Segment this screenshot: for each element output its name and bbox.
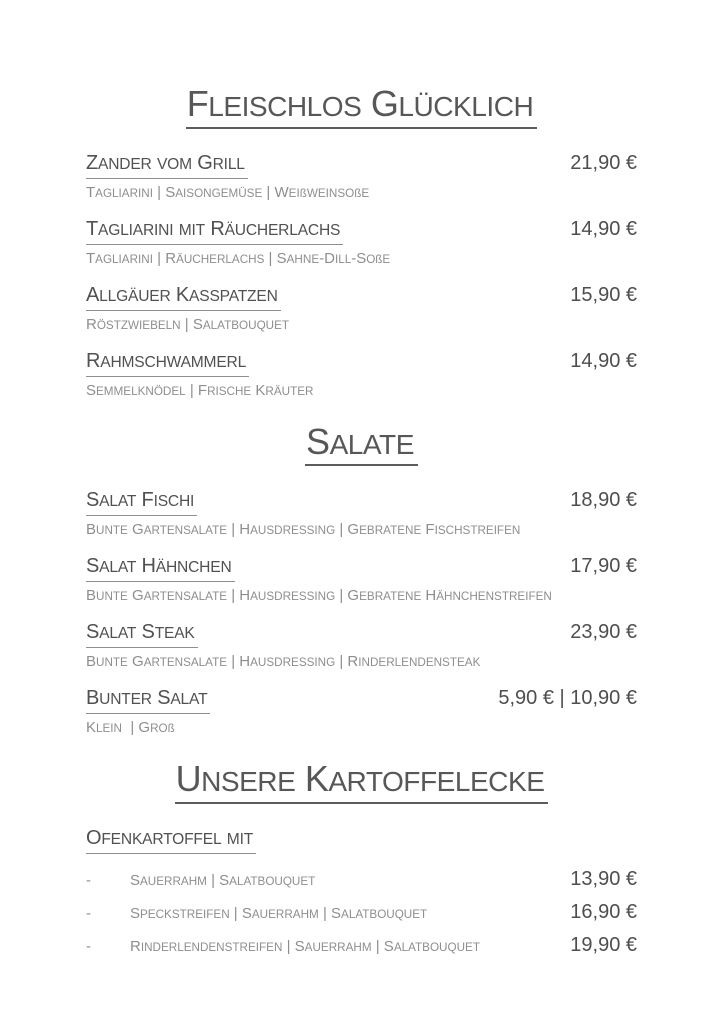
bullet-dash: - — [86, 937, 91, 955]
section-heading-text: SALATE — [305, 422, 418, 467]
item-description: TAGLIARINI | RÄUCHERLACHS | SAHNE-DILL-SOßE — [86, 249, 391, 267]
item-description: TAGLIARINI | SAISONGEMÜSE | WEIßWEINSOßE — [86, 183, 370, 201]
item-row — [86, 283, 637, 311]
potato-option-desc: SAUERRAHM | SALATBOUQUET — [130, 871, 316, 889]
item-description: SEMMELKNÖDEL | FRISCHE KRÄUTER — [86, 381, 314, 399]
item-description: BUNTE GARTENSALATE | HAUSDRESSING | GEBRATENE HÄHNCHENSTREIFEN — [86, 587, 552, 605]
section-heading-kartoffelecke — [86, 759, 637, 804]
item-name: BUNTER SALAT — [86, 686, 210, 714]
item-price: 23,90 € — [570, 621, 637, 644]
item-price: 14,90 € — [570, 217, 637, 240]
item-row — [86, 488, 637, 516]
item-price: 18,90 € — [570, 489, 637, 512]
item-name: SALAT FISCHI — [86, 488, 197, 516]
menu-item-zander-vom-grill — [86, 151, 637, 204]
menu-item-salat-fischi — [86, 488, 637, 541]
item-price: 5,90 € | 10,90 € — [498, 687, 637, 710]
item-name: SALAT STEAK — [86, 620, 198, 648]
item-name: ZANDER VOM GRILL — [86, 151, 248, 179]
potato-option-price: 19,90 € — [570, 933, 637, 956]
item-row — [86, 554, 637, 582]
section-heading-fleischlos-gluecklich — [86, 84, 637, 129]
section-heading-text: FLEISCHLOS GLÜCKLICH — [186, 84, 538, 129]
potato-option-desc: SPECKSTREIFEN | SAUERRAHM | SALATBOUQUET — [130, 904, 428, 922]
bullet-dash: - — [86, 904, 91, 922]
item-row — [86, 686, 637, 714]
menu-item-salat-haehnchen — [86, 554, 637, 607]
section-heading-text: UNSERE KARTOFFELECKE — [175, 759, 549, 804]
menu-item-bunter-salat — [86, 686, 637, 739]
menu-item-tagliarini-raeucherlachs — [86, 217, 637, 270]
item-price: 15,90 € — [570, 283, 637, 306]
item-row — [86, 151, 637, 179]
potato-option-price: 13,90 € — [570, 867, 637, 890]
item-row — [86, 349, 637, 377]
potato-option-price: 16,90 € — [570, 900, 637, 923]
item-description: KLEIN | GROß — [86, 719, 175, 737]
item-row — [86, 620, 637, 648]
potato-option-desc: RINDERLENDENSTREIFEN | SAUERRAHM | SALATBOUQUET — [130, 937, 480, 955]
item-name: RAHMSCHWAMMERL — [86, 349, 249, 377]
item-name: TAGLIARINI MIT RÄUCHERLACHS — [86, 217, 343, 245]
menu-item-salat-steak — [86, 620, 637, 673]
potato-subheading-wrap — [86, 826, 637, 854]
item-price: 14,90 € — [570, 349, 637, 372]
item-price: 21,90 € — [570, 151, 637, 174]
item-name: SALAT HÄHNCHEN — [86, 554, 235, 582]
item-description: RÖSTZWIEBELN | SALATBOUQUET — [86, 315, 290, 333]
item-description: BUNTE GARTENSALATE | HAUSDRESSING | RINDERLENDENSTEAK — [86, 653, 481, 671]
potato-option-speckstreifen — [86, 901, 637, 926]
bullet-dash: - — [86, 871, 91, 889]
potato-option-rinderlendenstreifen — [86, 934, 637, 959]
potato-subheading: OFENKARTOFFEL MIT — [86, 826, 256, 854]
section-heading-salate — [86, 422, 637, 467]
item-description: BUNTE GARTENSALATE | HAUSDRESSING | GEBRATENE FISCHSTREIFEN — [86, 521, 521, 539]
item-name: ALLGÄUER KASSPATZEN — [86, 283, 281, 311]
item-row — [86, 217, 637, 245]
menu-item-allgaeuer-kasspatzen — [86, 283, 637, 336]
menu-item-rahmschwammerl — [86, 349, 637, 402]
potato-option-sauerrahm — [86, 868, 637, 893]
item-price: 17,90 € — [570, 555, 637, 578]
